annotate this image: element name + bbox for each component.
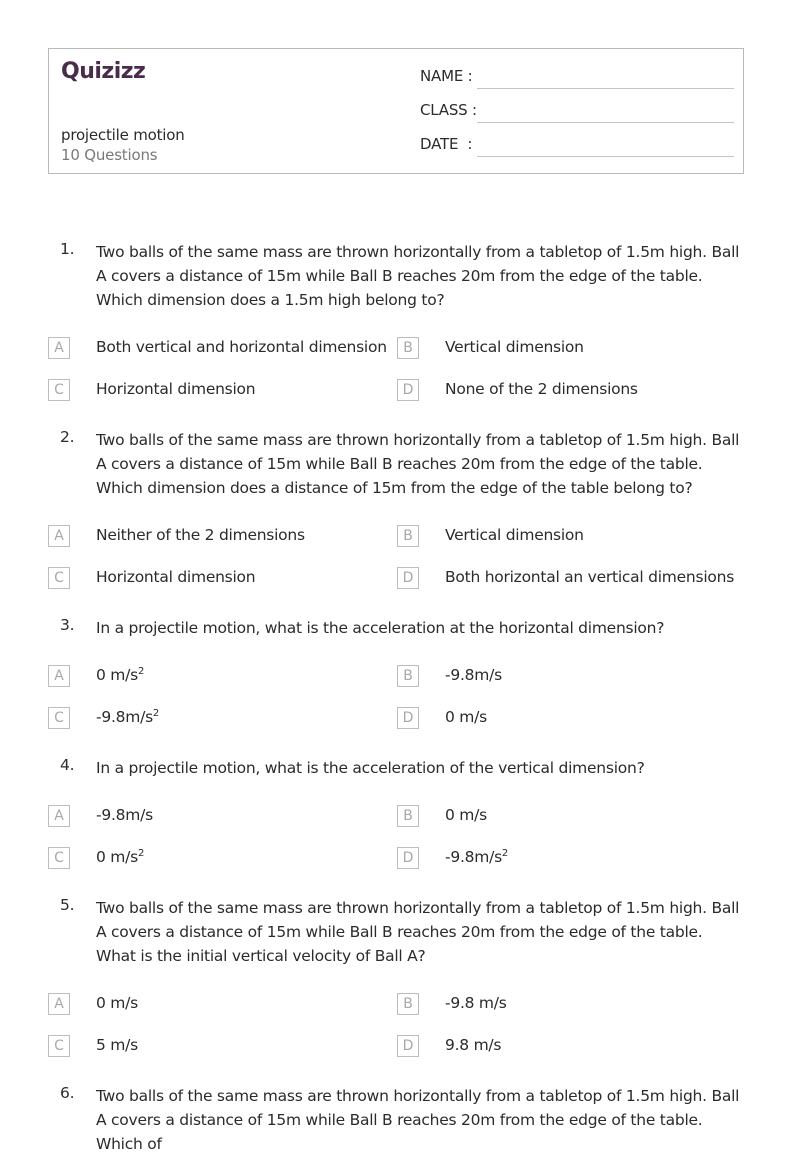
option-text: -9.8m/s [96, 806, 153, 824]
option-letter-box: D [397, 379, 419, 401]
option-letter-box: C [48, 707, 70, 729]
option-value: -9.8m/s [96, 708, 153, 726]
class-line[interactable] [477, 122, 734, 123]
option-letter-box: D [397, 1035, 419, 1057]
option-letter-box: A [48, 525, 70, 547]
name-label: NAME : [420, 67, 473, 85]
name-line[interactable] [477, 88, 734, 89]
option-letter-box: B [397, 805, 419, 827]
question-text: In a projectile motion, what is the acceleration of the vertical dimension? [96, 759, 645, 777]
option-letter-box: C [48, 847, 70, 869]
question-count: 10 Questions [61, 146, 158, 164]
name-field[interactable] [420, 67, 734, 91]
superscript: 2 [152, 708, 160, 719]
worksheet-title: projectile motion [61, 126, 185, 144]
option-value: -9.8m/s [445, 848, 502, 866]
option-text: Vertical dimension [445, 338, 584, 356]
option-text: Both horizontal an vertical dimensions [445, 568, 735, 586]
option-letter-box: D [397, 707, 419, 729]
question-number: 6. [60, 1084, 75, 1102]
option-text [96, 708, 159, 726]
option-letter-box: A [48, 337, 70, 359]
option-text: Vertical dimension [445, 526, 584, 544]
date-field[interactable] [420, 135, 734, 159]
question-text: Two balls of the same mass are thrown horizontally from a tabletop of 1.5m high. Ball A covers a distance of 15m while Ball B reaches 20m from the edge of the table. Which of [96, 1087, 740, 1153]
option-letter-box: C [48, 379, 70, 401]
option-letter-box: B [397, 337, 419, 359]
option-text: -9.8 m/s [445, 994, 507, 1012]
option-letter-box: D [397, 847, 419, 869]
option-text: Horizontal dimension [96, 380, 256, 398]
option-text [96, 848, 144, 866]
date-label: DATE : [420, 135, 473, 153]
option-value: 0 m/s [96, 666, 138, 684]
option-letter-box: A [48, 993, 70, 1015]
question-number: 3. [60, 616, 75, 634]
option-text: 5 m/s [96, 1036, 138, 1054]
worksheet-header [48, 48, 744, 174]
option-letter-box: D [397, 567, 419, 589]
option-text: 9.8 m/s [445, 1036, 502, 1054]
option-value: 0 m/s [96, 848, 138, 866]
option-text [445, 848, 508, 866]
option-letter-box: A [48, 805, 70, 827]
option-text: 0 m/s [445, 806, 487, 824]
class-field[interactable] [420, 101, 734, 125]
question-number: 5. [60, 896, 75, 914]
question-number: 2. [60, 428, 75, 446]
question-text: Two balls of the same mass are thrown horizontally from a tabletop of 1.5m high. Ball A covers a distance of 15m while Ball B reaches 20m from the edge of the table. Which dimension does a distance of 15m from the edge of the table belong to? [96, 431, 740, 497]
option-text: 0 m/s [445, 708, 487, 726]
date-line[interactable] [477, 156, 734, 157]
question-number: 4. [60, 756, 75, 774]
option-letter-box: C [48, 567, 70, 589]
option-letter-box: B [397, 993, 419, 1015]
option-letter-box: A [48, 665, 70, 687]
quizizz-logo: Quizizz [61, 59, 146, 84]
class-label: CLASS : [420, 101, 477, 119]
question-number: 1. [60, 240, 75, 258]
question-text: In a projectile motion, what is the acceleration at the horizontal dimension? [96, 619, 665, 637]
option-letter-box: B [397, 525, 419, 547]
option-text [96, 666, 144, 684]
option-text: Neither of the 2 dimensions [96, 526, 305, 544]
option-text: Both vertical and horizontal dimension [96, 338, 387, 356]
option-text: None of the 2 dimensions [445, 380, 638, 398]
question-text: Two balls of the same mass are thrown horizontally from a tabletop of 1.5m high. Ball A covers a distance of 15m while Ball B reaches 20m from the edge of the table. What is the initial vertical velocity of Ball A? [96, 899, 740, 965]
option-letter-box: C [48, 1035, 70, 1057]
superscript: 2 [137, 666, 145, 677]
option-letter-box: B [397, 665, 419, 687]
option-text: Horizontal dimension [96, 568, 256, 586]
option-text: -9.8m/s [445, 666, 502, 684]
option-text: 0 m/s [96, 994, 138, 1012]
superscript: 2 [137, 848, 145, 859]
superscript: 2 [501, 848, 509, 859]
question-text: Two balls of the same mass are thrown horizontally from a tabletop of 1.5m high. Ball A covers a distance of 15m while Ball B reaches 20m from the edge of the table. Which dimension does a 1.5m high belong to? [96, 243, 740, 309]
